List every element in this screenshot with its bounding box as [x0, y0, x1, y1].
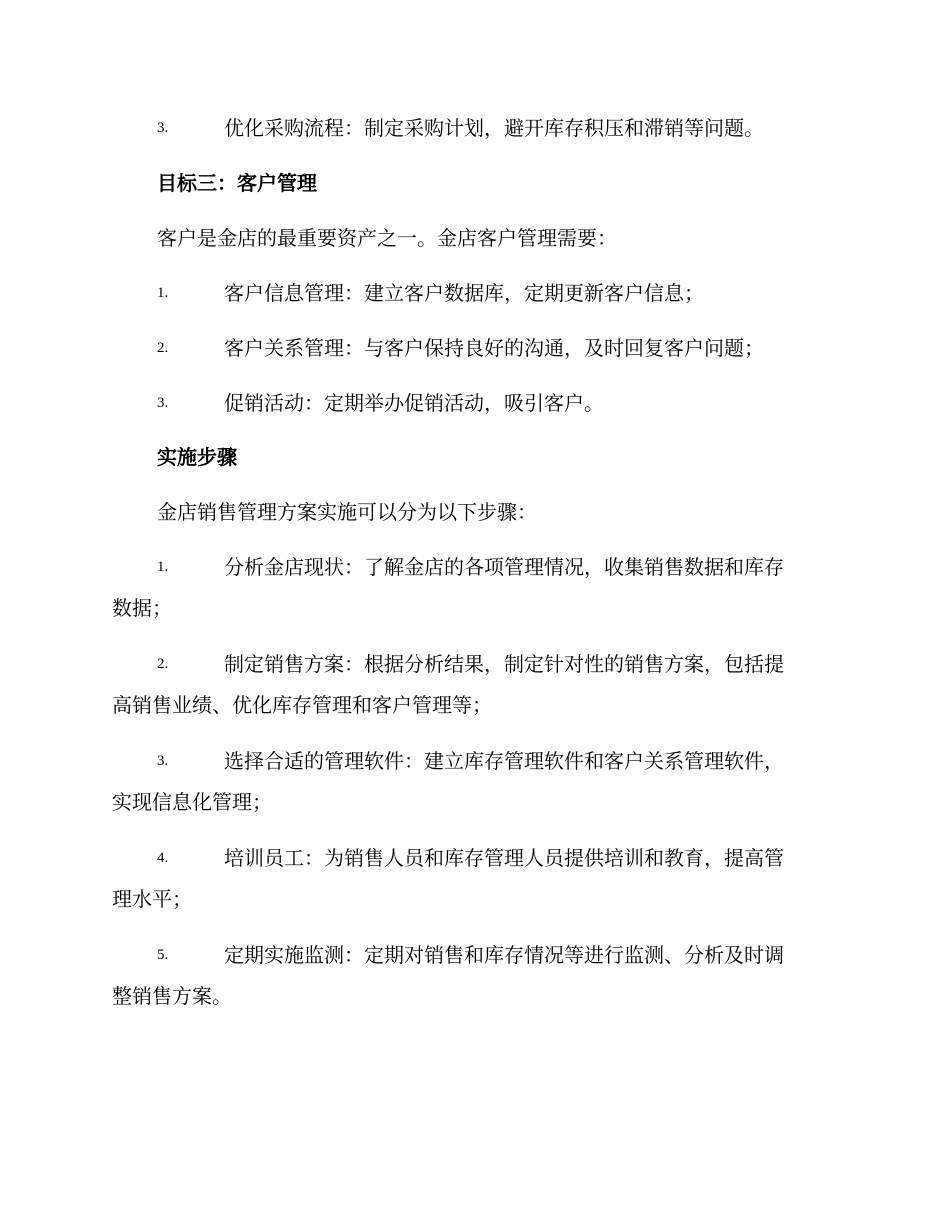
list-item-text-line2: 理水平； [112, 887, 192, 911]
list-item-number: 3. [157, 395, 169, 411]
list-item-text: 客户信息管理：建立客户数据库，定期更新客户信息； [224, 281, 704, 305]
paragraph: 客户是金店的最重要资产之一。金店客户管理需要： [157, 226, 617, 250]
section-heading: 目标三：客户管理 [157, 171, 317, 195]
list-item-number: 1. [157, 285, 169, 301]
paragraph: 金店销售管理方案实施可以分为以下步骤： [157, 500, 537, 524]
list-item-text-line2: 整销售方案。 [112, 984, 232, 1008]
list-item-text-line1: 制定销售方案：根据分析结果，制定针对性的销售方案，包括提 [224, 652, 784, 676]
list-item-number: 2. [157, 656, 169, 672]
list-item-number: 1. [157, 559, 169, 575]
list-item-number: 5. [157, 947, 169, 963]
list-item-text: 客户关系管理：与客户保持良好的沟通，及时回复客户问题； [224, 336, 764, 360]
list-item-number: 4. [157, 850, 169, 866]
list-item-text: 优化采购流程：制定采购计划，避开库存积压和滞销等问题。 [224, 116, 764, 140]
list-item-text-line1: 选择合适的管理软件：建立库存管理软件和客户关系管理软件， [224, 749, 784, 773]
list-item-number: 3. [157, 753, 169, 769]
list-item-number: 2. [157, 340, 169, 356]
section-heading: 实施步骤 [157, 445, 237, 469]
list-item-text: 促销活动：定期举办促销活动，吸引客户。 [224, 391, 604, 415]
list-item-number: 3. [157, 120, 169, 136]
list-item-text-line1: 培训员工：为销售人员和库存管理人员提供培训和教育，提高管 [224, 846, 784, 870]
list-item-text-line2: 高销售业绩、优化库存管理和客户管理等； [112, 693, 492, 717]
list-item-text-line2: 实现信息化管理； [112, 790, 272, 814]
list-item-text-line1: 分析金店现状：了解金店的各项管理情况，收集销售数据和库存 [224, 555, 784, 579]
list-item-text-line1: 定期实施监测：定期对销售和库存情况等进行监测、分析及时调 [224, 943, 784, 967]
list-item-text-line2: 数据； [112, 596, 172, 620]
